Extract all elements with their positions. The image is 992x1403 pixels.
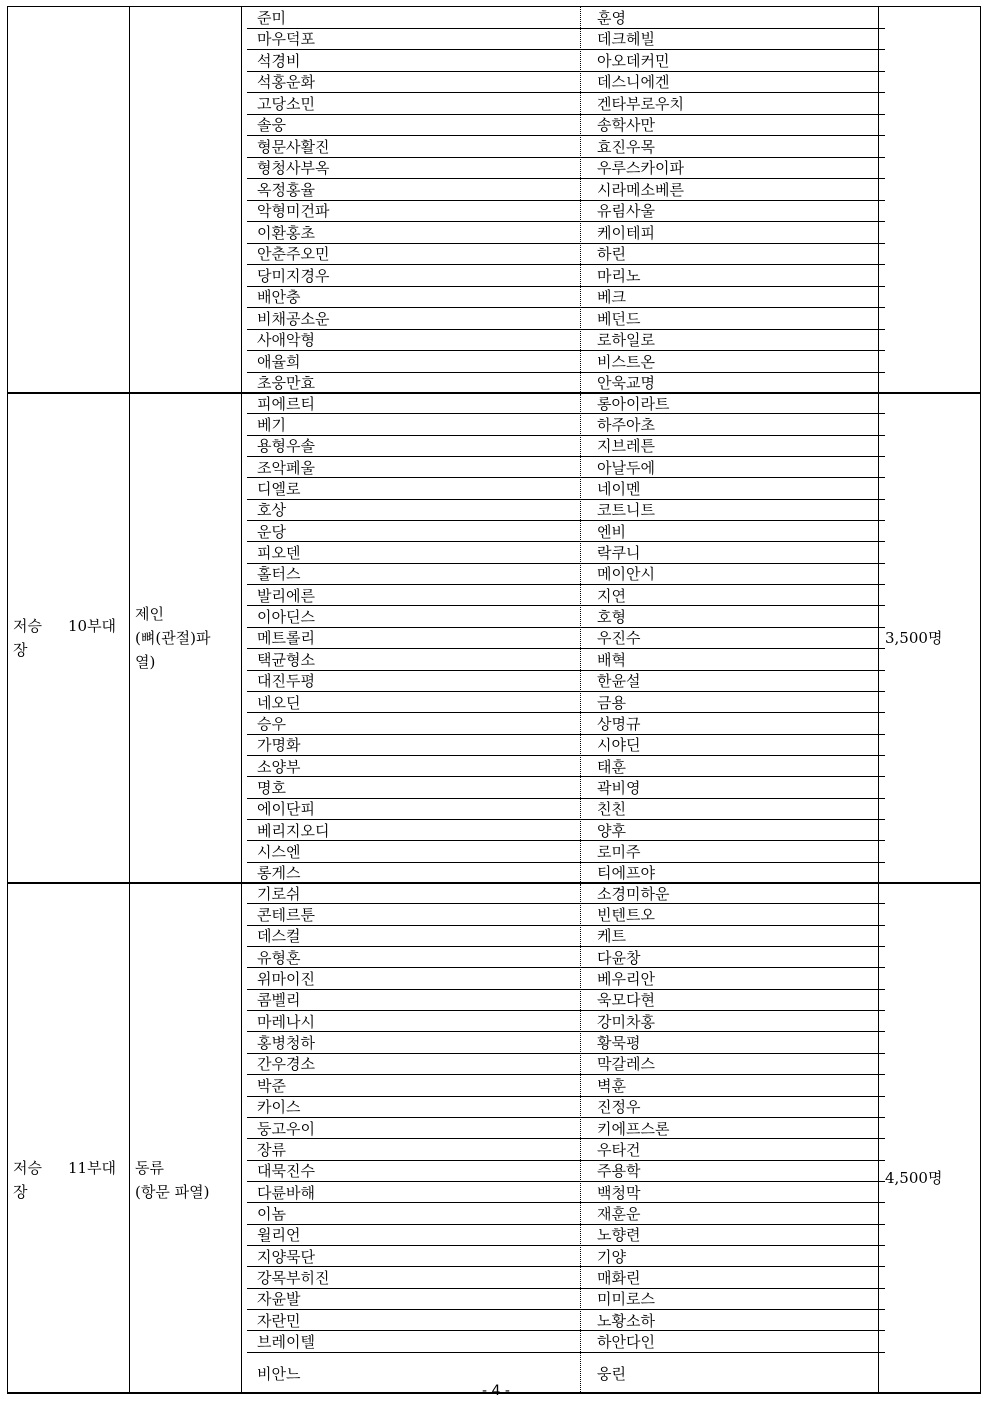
translated-name: 데크헤빌	[597, 30, 655, 49]
table-row	[247, 92, 885, 114]
row-divider	[247, 946, 885, 947]
translated-name: 막갈레스	[597, 1055, 655, 1074]
translated-name: 하린	[597, 245, 626, 264]
row-divider	[247, 1224, 885, 1225]
row-divider	[247, 200, 885, 201]
translated-name: 하안다인	[597, 1333, 655, 1352]
original-name: 다륜바해	[257, 1183, 315, 1202]
table-row	[247, 691, 885, 712]
table-row	[247, 1202, 885, 1223]
table-row	[247, 1031, 885, 1052]
row-divider	[247, 49, 885, 50]
table-row	[247, 605, 885, 626]
original-name: 비안느	[257, 1364, 301, 1383]
translated-name: 아날두에	[597, 458, 655, 477]
row-divider	[247, 456, 885, 457]
table-row	[247, 157, 885, 179]
translated-name: 로미주	[597, 842, 641, 861]
table-row	[247, 499, 885, 520]
table-row	[247, 1224, 885, 1245]
row-divider	[247, 350, 885, 351]
row-divider	[247, 1031, 885, 1032]
table-row	[247, 200, 885, 222]
table-row	[247, 329, 885, 351]
row-divider	[247, 243, 885, 244]
translated-name: 재훈운	[597, 1204, 641, 1223]
original-name: 준미	[257, 8, 286, 27]
original-name: 명호	[257, 778, 286, 797]
row-divider	[247, 755, 885, 756]
table-row	[247, 1330, 885, 1351]
table-row	[247, 882, 885, 903]
table-row	[247, 1117, 885, 1138]
table-row	[247, 350, 885, 372]
translated-name: 비스트온	[597, 352, 655, 371]
translated-name: 케트	[597, 927, 626, 946]
original-name: 박준	[257, 1076, 286, 1095]
original-name: 윌리언	[257, 1226, 301, 1245]
type-line: 열)	[135, 653, 156, 671]
original-name: 고당소민	[257, 94, 315, 113]
original-name: 콤벨리	[257, 991, 301, 1010]
row-divider	[247, 221, 885, 222]
table-row	[247, 1160, 885, 1181]
page-number: - 4 -	[482, 1383, 510, 1399]
table-row	[247, 627, 885, 648]
row-divider	[247, 840, 885, 841]
translated-name: 송학사만	[597, 116, 655, 135]
type-line: (항문 파열)	[135, 1183, 210, 1201]
original-name: 데스컬	[257, 927, 301, 946]
original-name: 대진두평	[257, 672, 315, 691]
translated-name: 케이테피	[597, 223, 655, 242]
row-divider	[247, 712, 885, 713]
table-row	[247, 286, 885, 308]
translated-name: 롱아이라트	[597, 394, 670, 413]
original-name: 초웅만효	[257, 374, 315, 393]
table-row	[247, 456, 885, 477]
rank-suffix: 장	[13, 641, 28, 659]
original-name: 에이단피	[257, 800, 315, 819]
table-row	[247, 28, 885, 50]
translated-name: 금용	[597, 693, 626, 712]
original-name: 용형우솔	[257, 437, 315, 456]
translated-name: 친친	[597, 800, 626, 819]
original-name: 조악페울	[257, 458, 315, 477]
original-name: 자란민	[257, 1311, 301, 1330]
row-divider	[247, 1266, 885, 1267]
original-name: 호상	[257, 501, 286, 520]
original-name: 피에르티	[257, 394, 315, 413]
table-row	[247, 1266, 885, 1287]
translated-name: 티에프야	[597, 864, 655, 883]
rank-suffix: 장	[13, 1183, 28, 1201]
type-cell	[135, 1156, 227, 1204]
table-row	[247, 372, 885, 394]
row-divider	[247, 1010, 885, 1011]
translated-name: 상명규	[597, 714, 641, 733]
table-row	[247, 1245, 885, 1266]
translated-name: 양후	[597, 821, 626, 840]
table-row	[247, 755, 885, 776]
translated-name: 태훈	[597, 757, 626, 776]
table-row	[247, 114, 885, 136]
translated-name: 강미차홍	[597, 1012, 655, 1031]
original-name: 디엘로	[257, 480, 301, 499]
original-name: 이아딘스	[257, 608, 315, 627]
type-line: 제인	[135, 605, 164, 623]
row-divider	[247, 135, 885, 136]
table-row	[247, 862, 885, 883]
row-divider	[247, 1288, 885, 1289]
original-name: 지양묵단	[257, 1247, 315, 1266]
row-divider	[247, 477, 885, 478]
translated-name: 키에프스론	[597, 1119, 670, 1138]
translated-name: 주용학	[597, 1162, 641, 1181]
table-row	[247, 1138, 885, 1159]
row-divider	[247, 329, 885, 330]
row-divider	[247, 1138, 885, 1139]
original-name: 사애악형	[257, 331, 315, 350]
row-divider	[247, 563, 885, 564]
row-divider	[247, 903, 885, 904]
table-row	[247, 392, 885, 413]
row-divider	[247, 520, 885, 521]
row-divider	[247, 925, 885, 926]
translated-name: 소경미하운	[597, 884, 670, 903]
original-name: 유형혼	[257, 948, 301, 967]
row-divider	[247, 1096, 885, 1097]
original-name: 악형미건파	[257, 202, 330, 221]
original-name: 롱게스	[257, 864, 301, 883]
original-name: 기로쉬	[257, 884, 301, 903]
translated-name: 기양	[597, 1247, 626, 1266]
table-row	[247, 798, 885, 819]
table-row	[247, 925, 885, 946]
rank-cell	[13, 614, 123, 662]
original-name: 소양부	[257, 757, 301, 776]
translated-name: 베우리안	[597, 970, 655, 989]
original-name: 석홍운화	[257, 73, 315, 92]
row-divider	[247, 627, 885, 628]
translated-name: 배혁	[597, 650, 626, 669]
translated-name: 우타건	[597, 1140, 641, 1159]
table-row	[247, 243, 885, 265]
row-divider	[247, 71, 885, 72]
table-row	[247, 903, 885, 924]
row-divider	[247, 648, 885, 649]
table-row	[247, 520, 885, 541]
original-name: 베리지오디	[257, 821, 330, 840]
table-row	[247, 712, 885, 733]
original-name: 안춘주오민	[257, 245, 330, 264]
original-name: 카이스	[257, 1098, 301, 1117]
row-divider	[247, 1181, 885, 1182]
original-name: 옥정홍율	[257, 180, 315, 199]
translated-name: 메이안시	[597, 565, 655, 584]
original-name: 당미지경우	[257, 266, 330, 285]
row-divider	[247, 862, 885, 863]
row-divider	[247, 670, 885, 671]
row-divider	[247, 1202, 885, 1203]
translated-name: 네이멘	[597, 480, 641, 499]
row-divider	[247, 1160, 885, 1161]
table-row	[247, 1288, 885, 1309]
original-name: 네오딘	[257, 693, 301, 712]
row-divider	[247, 819, 885, 820]
table-row	[247, 221, 885, 243]
row-divider	[247, 1117, 885, 1118]
row-divider	[247, 28, 885, 29]
translated-name: 매화린	[597, 1268, 641, 1287]
original-name: 애율희	[257, 352, 301, 371]
table-row	[247, 1074, 885, 1095]
original-name: 운당	[257, 522, 286, 541]
original-name: 대묵진수	[257, 1162, 315, 1181]
type-line: 동류	[135, 1159, 164, 1177]
original-name: 강목부히진	[257, 1268, 330, 1287]
row-divider	[247, 967, 885, 968]
row-divider	[247, 1245, 885, 1246]
translated-name: 유림사울	[597, 202, 655, 221]
original-name: 승우	[257, 714, 286, 733]
row-divider	[247, 1053, 885, 1054]
table-row	[247, 477, 885, 498]
translated-name: 진정우	[597, 1098, 641, 1117]
table-row	[247, 307, 885, 329]
row-divider	[247, 178, 885, 179]
translated-name: 지연	[597, 586, 626, 605]
translated-name: 마리노	[597, 266, 641, 285]
original-name: 홍병청하	[257, 1034, 315, 1053]
row-divider	[247, 584, 885, 585]
row-divider	[247, 435, 885, 436]
translated-name: 곽비영	[597, 778, 641, 797]
table-row	[247, 71, 885, 93]
translated-name: 백청막	[597, 1183, 641, 1202]
original-name: 솔웅	[257, 116, 286, 135]
translated-name: 엔비	[597, 522, 626, 541]
type-cell	[135, 602, 227, 674]
table-row	[247, 264, 885, 286]
translated-name: 다윤창	[597, 948, 641, 967]
translated-name: 지브레튼	[597, 437, 655, 456]
translated-name: 벽훈	[597, 1076, 626, 1095]
original-name: 마우덕포	[257, 30, 315, 49]
row-divider	[247, 264, 885, 265]
translated-name: 락쿠니	[597, 544, 641, 563]
original-name: 마레나시	[257, 1012, 315, 1031]
translated-name: 시라메소베른	[597, 180, 684, 199]
translated-name: 베던드	[597, 309, 641, 328]
translated-name: 시야딘	[597, 736, 641, 755]
translated-name: 웅린	[597, 1364, 626, 1383]
original-name: 장류	[257, 1140, 286, 1159]
table-row	[247, 946, 885, 967]
row-divider	[247, 286, 885, 287]
row-divider	[247, 989, 885, 990]
table-row	[247, 1096, 885, 1117]
original-name: 석경비	[257, 51, 301, 70]
translated-name: 빈텐트오	[597, 906, 655, 925]
table-row	[247, 435, 885, 456]
original-name: 가명화	[257, 736, 301, 755]
rank-unit: 11부대	[67, 1159, 117, 1177]
row-divider	[247, 1330, 885, 1331]
row-divider	[247, 691, 885, 692]
translated-name: 한윤설	[597, 672, 641, 691]
translated-name: 노황소하	[597, 1311, 655, 1330]
row-divider	[247, 776, 885, 777]
translated-name: 우진수	[597, 629, 641, 648]
translated-name: 호형	[597, 608, 626, 627]
translated-name: 욱모다현	[597, 991, 655, 1010]
row-divider	[247, 307, 885, 308]
translated-name: 훈영	[597, 8, 626, 27]
original-name: 브레이텔	[257, 1333, 315, 1352]
original-name: 형청사부옥	[257, 159, 330, 178]
table-row	[247, 989, 885, 1010]
table-row	[247, 6, 885, 28]
row-divider	[247, 798, 885, 799]
translated-name: 하주아초	[597, 416, 655, 435]
original-name: 배안충	[257, 288, 301, 307]
translated-name: 아오데커민	[597, 51, 670, 70]
original-name: 이환홍초	[257, 223, 315, 242]
table-row	[247, 1053, 885, 1074]
original-name: 발리에른	[257, 586, 315, 605]
table-row	[247, 135, 885, 157]
unit-table	[7, 6, 981, 1394]
count-cell: 4,500명	[885, 1169, 943, 1187]
rank-title: 저승	[13, 1159, 42, 1177]
table-row	[247, 1309, 885, 1330]
original-name: 베기	[257, 416, 286, 435]
row-divider	[247, 734, 885, 735]
rank-unit: 10부대	[67, 617, 117, 635]
table-row	[247, 648, 885, 669]
row-divider	[247, 413, 885, 414]
original-name: 메트롤리	[257, 629, 315, 648]
table-row	[247, 734, 885, 755]
original-name: 콘테르툰	[257, 906, 315, 925]
translated-name: 황묵평	[597, 1034, 641, 1053]
table-row	[247, 776, 885, 797]
table-row	[247, 840, 885, 861]
table-row	[247, 178, 885, 200]
type-line: (뼈(관절)파	[135, 629, 211, 647]
translated-name: 겐타부로우치	[597, 94, 684, 113]
original-name: 간우경소	[257, 1055, 315, 1074]
original-name: 비채공소운	[257, 309, 330, 328]
table-row	[247, 584, 885, 605]
row-divider	[247, 1352, 885, 1353]
translated-name: 미미로스	[597, 1290, 655, 1309]
translated-name: 베크	[597, 288, 626, 307]
original-name: 형문사활진	[257, 137, 330, 156]
original-name: 피오덴	[257, 544, 301, 563]
original-name: 택균형소	[257, 650, 315, 669]
translated-name: 데스니에겐	[597, 73, 670, 92]
table-row	[247, 967, 885, 988]
translated-name: 로하일로	[597, 331, 655, 350]
original-name: 이놈	[257, 1204, 286, 1223]
original-name: 자윤발	[257, 1290, 301, 1309]
row-divider	[247, 92, 885, 93]
original-name: 시스엔	[257, 842, 301, 861]
row-divider	[247, 541, 885, 542]
row-divider	[247, 1074, 885, 1075]
row-divider	[247, 114, 885, 115]
original-name: 위마이진	[257, 970, 315, 989]
table-row	[247, 563, 885, 584]
translated-name: 코트니트	[597, 501, 655, 520]
table-row	[247, 49, 885, 71]
original-name: 홀터스	[257, 565, 301, 584]
table-row	[247, 1010, 885, 1031]
table-row	[247, 670, 885, 691]
row-divider	[247, 372, 885, 373]
original-name: 둥고우이	[257, 1119, 315, 1138]
translated-name: 노향련	[597, 1226, 641, 1245]
row-divider	[247, 157, 885, 158]
translated-name: 안욱교명	[597, 374, 655, 393]
table-row	[247, 1181, 885, 1202]
table-row	[247, 819, 885, 840]
row-divider	[247, 499, 885, 500]
translated-name: 우루스카이파	[597, 159, 684, 178]
translated-name: 효진우목	[597, 137, 655, 156]
row-divider	[247, 605, 885, 606]
rank-cell	[13, 1156, 123, 1204]
rank-title: 저승	[13, 617, 42, 635]
table-row	[247, 541, 885, 562]
table-row	[247, 413, 885, 434]
row-divider	[247, 1309, 885, 1310]
count-cell: 3,500명	[885, 629, 943, 647]
